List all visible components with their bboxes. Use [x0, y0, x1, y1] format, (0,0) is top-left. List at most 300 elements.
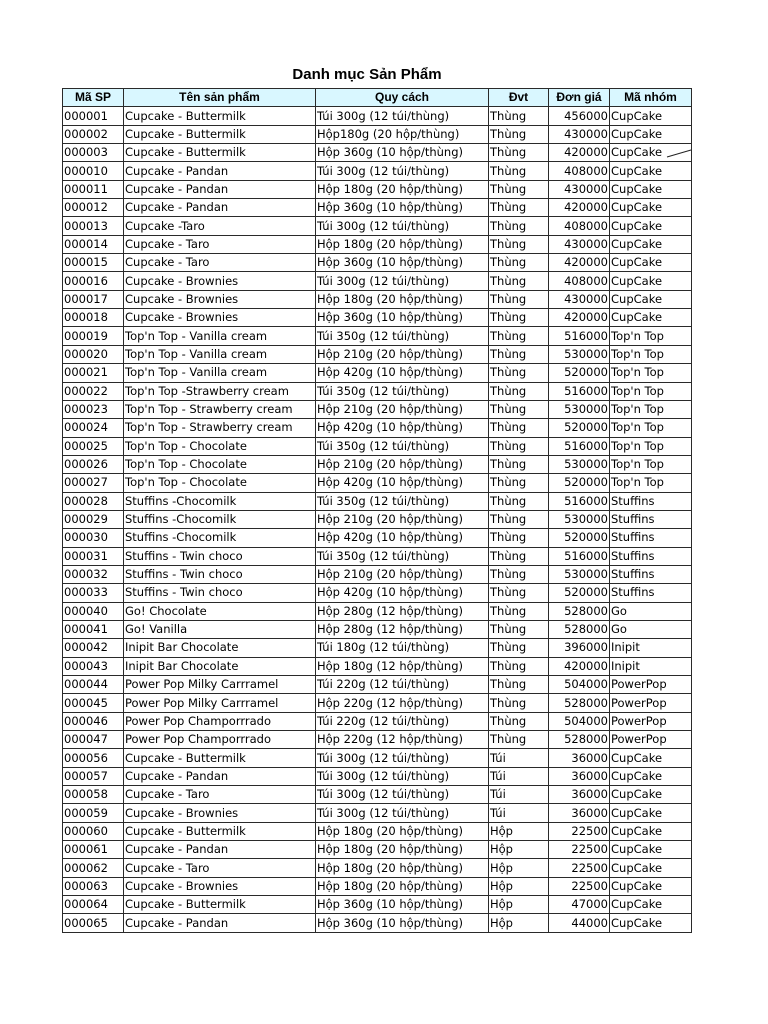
cell-quy-cach: Túi 350g (12 túi/thùng) [316, 327, 489, 345]
cell-don-gia: 528000 [549, 731, 610, 749]
column-header-quy-cach: Quy cách [316, 89, 489, 107]
table-row [63, 199, 692, 217]
cell-ma-sp: 000018 [63, 309, 124, 327]
cell-ma-nhom: CupCake [610, 822, 692, 840]
cell-dvt: Thùng [489, 657, 549, 675]
table-row [63, 676, 692, 694]
cell-ma-sp: 000040 [63, 602, 124, 620]
cell-quy-cach: Hộp 360g (10 hộp/thùng) [316, 914, 489, 932]
cell-dvt: Thùng [489, 327, 549, 345]
table-row [63, 822, 692, 840]
cell-dvt: Thùng [489, 492, 549, 510]
cell-ma-nhom: Top'n Top [610, 455, 692, 473]
cell-ma-nhom: PowerPop [610, 676, 692, 694]
cell-ma-sp: 000057 [63, 767, 124, 785]
cell-ten-san-pham: Cupcake - Buttermilk [124, 107, 316, 125]
cell-dvt: Thùng [489, 584, 549, 602]
cell-don-gia: 430000 [549, 180, 610, 198]
cell-ma-sp: 000059 [63, 804, 124, 822]
cell-ma-sp: 000041 [63, 620, 124, 638]
sheet-title-text: Danh mục Sản Phẩm [292, 66, 442, 83]
cell-don-gia: 516000 [549, 547, 610, 565]
cell-ma-nhom: CupCake [610, 144, 692, 162]
cell-quy-cach: Hộp 420g (10 hộp/thùng) [316, 529, 489, 547]
table-row [63, 455, 692, 473]
table-row [63, 382, 692, 400]
cell-don-gia: 504000 [549, 676, 610, 694]
cell-ma-sp: 000027 [63, 474, 124, 492]
cell-ma-nhom: Stuffins [610, 547, 692, 565]
cell-don-gia: 22500 [549, 841, 610, 859]
cell-don-gia: 528000 [549, 694, 610, 712]
cell-quy-cach: Hộp 180g (20 hộp/thùng) [316, 822, 489, 840]
cell-quy-cach: Hộp 180g (20 hộp/thùng) [316, 841, 489, 859]
cell-ma-nhom: CupCake [610, 896, 692, 914]
cell-quy-cach: Túi 180g (12 túi/thùng) [316, 639, 489, 657]
cell-don-gia: 22500 [549, 822, 610, 840]
cell-dvt: Túi [489, 786, 549, 804]
cell-dvt: Thùng [489, 639, 549, 657]
cell-ma-nhom: CupCake [610, 199, 692, 217]
cell-ma-nhom: CupCake [610, 254, 692, 272]
cell-don-gia: 520000 [549, 419, 610, 437]
cell-don-gia: 520000 [549, 364, 610, 382]
cell-ma-nhom: PowerPop [610, 731, 692, 749]
cell-don-gia: 456000 [549, 107, 610, 125]
cell-ten-san-pham: Cupcake - Pandan [124, 914, 316, 932]
cell-ma-nhom: Inipit [610, 657, 692, 675]
cell-ten-san-pham: Go! Vanilla [124, 620, 316, 638]
cell-ma-sp: 000011 [63, 180, 124, 198]
table-row [63, 841, 692, 859]
cell-don-gia: 516000 [549, 492, 610, 510]
cell-dvt: Thùng [489, 694, 549, 712]
cell-ten-san-pham: Cupcake - Pandan [124, 180, 316, 198]
table-row [63, 345, 692, 363]
cell-dvt: Thùng [489, 474, 549, 492]
cell-quy-cach: Hộp 220g (12 hộp/thùng) [316, 694, 489, 712]
table-row [63, 767, 692, 785]
cell-ten-san-pham: Top'n Top -Strawberry cream [124, 382, 316, 400]
cell-ma-nhom: Top'n Top [610, 345, 692, 363]
cell-don-gia: 408000 [549, 162, 610, 180]
table-row [63, 492, 692, 510]
cell-ma-sp: 000014 [63, 235, 124, 253]
table-row [63, 144, 692, 162]
cell-don-gia: 36000 [549, 786, 610, 804]
cell-ma-sp: 000043 [63, 657, 124, 675]
cell-dvt: Thùng [489, 217, 549, 235]
cell-ma-sp: 000056 [63, 749, 124, 767]
cell-quy-cach: Hộp 180g (20 hộp/thùng) [316, 180, 489, 198]
cell-don-gia: 396000 [549, 639, 610, 657]
cell-quy-cach: Túi 220g (12 túi/thùng) [316, 712, 489, 730]
cell-ma-sp: 000013 [63, 217, 124, 235]
cell-ma-nhom: Inipit [610, 639, 692, 657]
cell-ma-nhom: Stuffins [610, 584, 692, 602]
cell-ma-sp: 000046 [63, 712, 124, 730]
table-row [63, 914, 692, 932]
cell-ten-san-pham: Cupcake - Brownies [124, 309, 316, 327]
cell-dvt: Thùng [489, 676, 549, 694]
cell-don-gia: 516000 [549, 382, 610, 400]
cell-ma-sp: 000026 [63, 455, 124, 473]
cell-ten-san-pham: Cupcake - Taro [124, 235, 316, 253]
cell-ma-nhom: CupCake [610, 162, 692, 180]
table-row [63, 694, 692, 712]
cell-quy-cach: Hộp 220g (12 hộp/thùng) [316, 731, 489, 749]
table-row [63, 602, 692, 620]
column-header-don-gia: Đơn giá [549, 89, 610, 107]
cell-ma-sp: 000061 [63, 841, 124, 859]
cell-ten-san-pham: Cupcake - Brownies [124, 290, 316, 308]
cell-quy-cach: Túi 300g (12 túi/thùng) [316, 749, 489, 767]
cell-dvt: Thùng [489, 272, 549, 290]
table-row [63, 327, 692, 345]
cell-don-gia: 44000 [549, 914, 610, 932]
cell-ma-sp: 000030 [63, 529, 124, 547]
cell-ma-nhom: Stuffins [610, 510, 692, 528]
cell-ma-sp: 000032 [63, 565, 124, 583]
cell-quy-cach: Hộp 280g (12 hộp/thùng) [316, 602, 489, 620]
cell-don-gia: 420000 [549, 657, 610, 675]
cell-quy-cach: Túi 300g (12 túi/thùng) [316, 272, 489, 290]
cell-ten-san-pham: Cupcake - Pandan [124, 841, 316, 859]
table-row [63, 657, 692, 675]
cell-ten-san-pham: Cupcake - Brownies [124, 804, 316, 822]
cell-don-gia: 530000 [549, 345, 610, 363]
table-row [63, 510, 692, 528]
cell-ma-nhom: CupCake [610, 841, 692, 859]
cell-don-gia: 516000 [549, 437, 610, 455]
cell-quy-cach: Hộp 210g (20 hộp/thùng) [316, 565, 489, 583]
cell-dvt: Thùng [489, 437, 549, 455]
cell-ma-sp: 000017 [63, 290, 124, 308]
cell-ma-nhom: Top'n Top [610, 400, 692, 418]
cell-ma-sp: 000010 [63, 162, 124, 180]
cell-quy-cach: Hộp 180g (20 hộp/thùng) [316, 235, 489, 253]
table-row [63, 254, 692, 272]
cell-ten-san-pham: Cupcake - Taro [124, 859, 316, 877]
table-row [63, 290, 692, 308]
header-row [63, 89, 692, 107]
cell-quy-cach: Túi 300g (12 túi/thùng) [316, 217, 489, 235]
cell-don-gia: 420000 [549, 199, 610, 217]
cell-quy-cach: Hộp 180g (12 hộp/thùng) [316, 657, 489, 675]
cell-ma-nhom: CupCake [610, 217, 692, 235]
product-table [62, 88, 692, 933]
cell-ma-nhom: Top'n Top [610, 419, 692, 437]
cell-ma-sp: 000019 [63, 327, 124, 345]
cell-dvt: Thùng [489, 290, 549, 308]
cell-ten-san-pham: Cupcake - Buttermilk [124, 749, 316, 767]
cell-dvt: Thùng [489, 125, 549, 143]
cell-don-gia: 408000 [549, 217, 610, 235]
cell-don-gia: 530000 [549, 565, 610, 583]
cell-ma-sp: 000012 [63, 199, 124, 217]
cell-ma-sp: 000023 [63, 400, 124, 418]
cell-quy-cach: Hộp 420g (10 hộp/thùng) [316, 364, 489, 382]
cell-ten-san-pham: Cupcake - Buttermilk [124, 822, 316, 840]
cell-don-gia: 520000 [549, 529, 610, 547]
cell-ma-sp: 000062 [63, 859, 124, 877]
cell-ma-nhom: CupCake [610, 107, 692, 125]
cell-ten-san-pham: Inipit Bar Chocolate [124, 657, 316, 675]
cell-ten-san-pham: Cupcake - Brownies [124, 272, 316, 290]
cell-don-gia: 530000 [549, 510, 610, 528]
cell-ma-nhom: Go [610, 620, 692, 638]
cell-ma-nhom: CupCake [610, 125, 692, 143]
cell-dvt: Thùng [489, 565, 549, 583]
table-row [63, 162, 692, 180]
cell-ten-san-pham: Stuffins -Chocomilk [124, 510, 316, 528]
table-row [63, 749, 692, 767]
table-row [63, 235, 692, 253]
cell-dvt: Thùng [489, 731, 549, 749]
table-row [63, 896, 692, 914]
cell-ma-nhom: CupCake [610, 914, 692, 932]
cell-ma-sp: 000016 [63, 272, 124, 290]
cell-don-gia: 520000 [549, 474, 610, 492]
cell-ten-san-pham: Top'n Top - Vanilla cream [124, 364, 316, 382]
cell-ma-sp: 000045 [63, 694, 124, 712]
cell-ma-nhom: PowerPop [610, 694, 692, 712]
table-row [63, 731, 692, 749]
cell-don-gia: 420000 [549, 309, 610, 327]
cell-dvt: Thùng [489, 107, 549, 125]
table-row [63, 419, 692, 437]
cell-don-gia: 520000 [549, 584, 610, 602]
cell-quy-cach: Túi 300g (12 túi/thùng) [316, 786, 489, 804]
cell-quy-cach: Hộp 280g (12 hộp/thùng) [316, 620, 489, 638]
table-row [63, 859, 692, 877]
cell-ma-sp: 000002 [63, 125, 124, 143]
cell-dvt: Hộp [489, 914, 549, 932]
cell-quy-cach: Túi 300g (12 túi/thùng) [316, 107, 489, 125]
cell-dvt: Hộp [489, 859, 549, 877]
cell-ten-san-pham: Cupcake - Brownies [124, 877, 316, 895]
cell-quy-cach: Túi 300g (12 túi/thùng) [316, 804, 489, 822]
cell-ma-sp: 000063 [63, 877, 124, 895]
table-row [63, 620, 692, 638]
drawn-line-mark [666, 148, 692, 160]
cell-dvt: Thùng [489, 144, 549, 162]
cell-ma-nhom: CupCake [610, 877, 692, 895]
cell-quy-cach: Hộp 360g (10 hộp/thùng) [316, 199, 489, 217]
cell-ma-sp: 000022 [63, 382, 124, 400]
cell-dvt: Thùng [489, 455, 549, 473]
cell-ten-san-pham: Cupcake - Pandan [124, 767, 316, 785]
cell-quy-cach: Hộp 180g (20 hộp/thùng) [316, 877, 489, 895]
cell-dvt: Hộp [489, 877, 549, 895]
cell-ma-sp: 000042 [63, 639, 124, 657]
table-row [63, 217, 692, 235]
cell-ten-san-pham: Top'n Top - Chocolate [124, 455, 316, 473]
cell-quy-cach: Hộp 360g (10 hộp/thùng) [316, 309, 489, 327]
cell-don-gia: 420000 [549, 144, 610, 162]
cell-ma-sp: 000029 [63, 510, 124, 528]
cell-ma-sp: 000028 [63, 492, 124, 510]
cell-don-gia: 530000 [549, 400, 610, 418]
cell-ma-nhom: CupCake [610, 180, 692, 198]
column-header-ma-sp: Mã SP [63, 89, 124, 107]
cell-ma-nhom: CupCake [610, 749, 692, 767]
cell-ma-sp: 000031 [63, 547, 124, 565]
cell-ma-sp: 000064 [63, 896, 124, 914]
table-row [63, 437, 692, 455]
cell-ten-san-pham: Stuffins -Chocomilk [124, 492, 316, 510]
cell-dvt: Thùng [489, 345, 549, 363]
cell-dvt: Thùng [489, 510, 549, 528]
cell-dvt: Thùng [489, 364, 549, 382]
cell-don-gia: 36000 [549, 804, 610, 822]
cell-quy-cach: Túi 350g (12 túi/thùng) [316, 382, 489, 400]
table-row [63, 125, 692, 143]
cell-don-gia: 420000 [549, 254, 610, 272]
cell-quy-cach: Túi 300g (12 túi/thùng) [316, 162, 489, 180]
cell-ma-sp: 000020 [63, 345, 124, 363]
cell-don-gia: 516000 [549, 327, 610, 345]
cell-don-gia: 528000 [549, 602, 610, 620]
cell-ten-san-pham: Top'n Top - Chocolate [124, 474, 316, 492]
cell-ten-san-pham: Stuffins - Twin choco [124, 584, 316, 602]
cell-ma-nhom: Top'n Top [610, 474, 692, 492]
cell-ma-nhom: Top'n Top [610, 437, 692, 455]
cell-ten-san-pham: Top'n Top - Strawberry cream [124, 419, 316, 437]
cell-ma-nhom: CupCake [610, 272, 692, 290]
table-row [63, 547, 692, 565]
cell-ma-sp: 000033 [63, 584, 124, 602]
cell-ma-nhom: CupCake [610, 859, 692, 877]
cell-don-gia: 47000 [549, 896, 610, 914]
cell-ten-san-pham: Top'n Top - Chocolate [124, 437, 316, 455]
cell-ten-san-pham: Stuffins -Chocomilk [124, 529, 316, 547]
cell-dvt: Thùng [489, 235, 549, 253]
cell-dvt: Thùng [489, 162, 549, 180]
table-row [63, 400, 692, 418]
cell-quy-cach: Hộp 360g (10 hộp/thùng) [316, 144, 489, 162]
cell-ma-sp: 000044 [63, 676, 124, 694]
cell-ma-nhom: CupCake [610, 235, 692, 253]
cell-quy-cach: Túi 220g (12 túi/thùng) [316, 676, 489, 694]
cell-quy-cach: Hộp 420g (10 hộp/thùng) [316, 584, 489, 602]
cell-ma-sp: 000024 [63, 419, 124, 437]
cell-quy-cach: Hộp 420g (10 hộp/thùng) [316, 419, 489, 437]
cell-ma-sp: 000003 [63, 144, 124, 162]
table-row [63, 309, 692, 327]
cell-quy-cach: Hộp 360g (10 hộp/thùng) [316, 896, 489, 914]
table-row [63, 180, 692, 198]
sheet-title [0, 66, 768, 83]
cell-don-gia: 36000 [549, 749, 610, 767]
table-row [63, 786, 692, 804]
cell-quy-cach: Hộp 360g (10 hộp/thùng) [316, 254, 489, 272]
cell-ten-san-pham: Cupcake - Pandan [124, 162, 316, 180]
cell-ten-san-pham: Cupcake - Taro [124, 254, 316, 272]
cell-ma-nhom: Go [610, 602, 692, 620]
cell-quy-cach: Hộp 210g (20 hộp/thùng) [316, 400, 489, 418]
cell-quy-cach: Hộp 420g (10 hộp/thùng) [316, 474, 489, 492]
cell-ma-nhom: CupCake [610, 767, 692, 785]
cell-don-gia: 430000 [549, 125, 610, 143]
cell-ma-nhom: CupCake [610, 786, 692, 804]
cell-ten-san-pham: Cupcake -Taro [124, 217, 316, 235]
column-header-ma-nhom: Mã nhóm [610, 89, 692, 107]
cell-dvt: Thùng [489, 309, 549, 327]
cell-dvt: Túi [489, 749, 549, 767]
cell-dvt: Túi [489, 804, 549, 822]
cell-dvt: Hộp [489, 822, 549, 840]
cell-don-gia: 530000 [549, 455, 610, 473]
cell-ma-nhom: PowerPop [610, 712, 692, 730]
cell-don-gia: 430000 [549, 290, 610, 308]
cell-ma-sp: 000015 [63, 254, 124, 272]
cell-dvt: Túi [489, 767, 549, 785]
cell-ten-san-pham: Cupcake - Buttermilk [124, 144, 316, 162]
table-row [63, 529, 692, 547]
column-header-ten-san-pham: Tên sản phẩm [124, 89, 316, 107]
cell-dvt: Thùng [489, 529, 549, 547]
cell-dvt: Thùng [489, 602, 549, 620]
cell-dvt: Thùng [489, 382, 549, 400]
cell-ma-sp: 000047 [63, 731, 124, 749]
cell-ten-san-pham: Power Pop Milky Carrramel [124, 676, 316, 694]
cell-dvt: Hộp [489, 896, 549, 914]
cell-ten-san-pham: Cupcake - Pandan [124, 199, 316, 217]
cell-ten-san-pham: Cupcake - Buttermilk [124, 896, 316, 914]
cell-ma-nhom: Stuffins [610, 529, 692, 547]
cell-quy-cach: Hộp 210g (20 hộp/thùng) [316, 510, 489, 528]
cell-ten-san-pham: Cupcake - Buttermilk [124, 125, 316, 143]
table-row [63, 804, 692, 822]
cell-quy-cach: Hộp 210g (20 hộp/thùng) [316, 455, 489, 473]
table-row [63, 107, 692, 125]
cell-dvt: Thùng [489, 547, 549, 565]
table-row [63, 712, 692, 730]
cell-ma-nhom: Top'n Top [610, 382, 692, 400]
cell-dvt: Thùng [489, 400, 549, 418]
cell-ma-sp: 000025 [63, 437, 124, 455]
table-row [63, 272, 692, 290]
cell-ma-sp: 000021 [63, 364, 124, 382]
cell-ten-san-pham: Top'n Top - Vanilla cream [124, 327, 316, 345]
cell-don-gia: 22500 [549, 877, 610, 895]
cell-ma-nhom: CupCake [610, 290, 692, 308]
cell-ten-san-pham: Top'n Top - Vanilla cream [124, 345, 316, 363]
cell-dvt: Thùng [489, 254, 549, 272]
cell-ma-sp: 000001 [63, 107, 124, 125]
cell-ten-san-pham: Cupcake - Taro [124, 786, 316, 804]
cell-don-gia: 408000 [549, 272, 610, 290]
cell-ma-nhom: CupCake [610, 804, 692, 822]
column-header-dvt: Đvt [489, 89, 549, 107]
cell-quy-cach: Hộp 180g (20 hộp/thùng) [316, 290, 489, 308]
cell-dvt: Thùng [489, 199, 549, 217]
cell-dvt: Hộp [489, 841, 549, 859]
cell-don-gia: 504000 [549, 712, 610, 730]
cell-ten-san-pham: Stuffins - Twin choco [124, 547, 316, 565]
table-body [63, 107, 692, 932]
cell-ten-san-pham: Go! Chocolate [124, 602, 316, 620]
cell-ten-san-pham: Power Pop Milky Carrramel [124, 694, 316, 712]
cell-ma-nhom: Stuffins [610, 565, 692, 583]
cell-quy-cach: Túi 300g (12 túi/thùng) [316, 767, 489, 785]
cell-quy-cach: Túi 350g (12 túi/thùng) [316, 437, 489, 455]
cell-don-gia: 22500 [549, 859, 610, 877]
cell-ten-san-pham: Power Pop Champorrrado [124, 731, 316, 749]
cell-ten-san-pham: Inipit Bar Chocolate [124, 639, 316, 657]
cell-dvt: Thùng [489, 419, 549, 437]
